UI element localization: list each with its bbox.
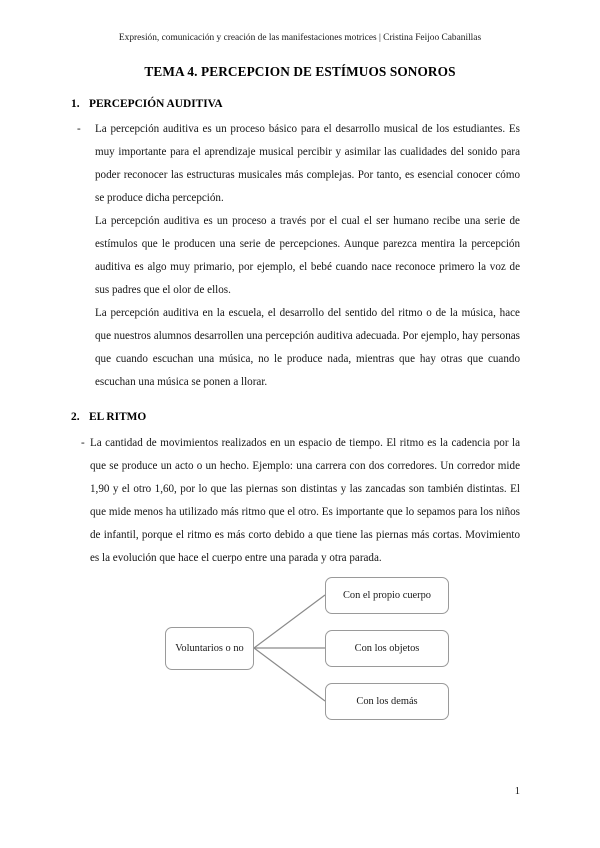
section-title-2: EL RITMO	[89, 411, 147, 423]
diagram-node-branch-1: Con el propio cuerpo	[325, 577, 449, 614]
page-number: 1	[514, 786, 520, 797]
paragraph-1-3: La percepción auditiva en la escuela, el desarrollo del sentido del ritmo o de la música, hace que nuestros alumnos desarrollen una percepción auditiva adecuada. Por ejemplo, hay personas que cuando escuchan una música, no le produce nada, mientras que hay otras que cuando escuchan una música se ponen a llorar.	[95, 307, 520, 388]
paragraph-1-1: La percepción auditiva es un proceso básico para el desarrollo musical de los estudiantes. Es muy importante para el aprendizaje musical percibir y asimilar las cualidades del sonido para poder reconocer las estructuras musicales más complejas. Por tanto, es esencial conocer cómo se produce dicha percepción.	[95, 123, 520, 204]
page-title: TEMA 4. PERCEPCION DE ESTÍMUOS SONOROS	[144, 64, 456, 79]
bullet-marker-section-1: -	[77, 123, 81, 135]
concept-diagram	[150, 565, 470, 735]
diagram-node-root: Voluntarios o no	[165, 627, 254, 670]
connector-line-1	[254, 595, 325, 648]
diagram-node-branch-3: Con los demás	[325, 683, 449, 720]
connector-line-3	[254, 648, 325, 701]
section-heading-1	[71, 98, 521, 110]
diagram-node-branch-2: Con los objetos	[325, 630, 449, 667]
bullet-marker-section-2: -	[81, 437, 85, 449]
section-heading-2	[71, 411, 521, 423]
section-number-2: 2.	[71, 411, 80, 423]
section-title-1: PERCEPCIÓN AUDITIVA	[89, 98, 223, 110]
section-number-1: 1.	[71, 98, 80, 110]
page-header: Expresión, comunicación y creación de las manifestaciones motrices | Cristina Feijoo Cabanillas	[118, 33, 482, 43]
paragraph-2-1: La cantidad de movimientos realizados en un espacio de tiempo. El ritmo es la cadencia por la que se produce un acto o un hecho. Ejemplo: una carrera con dos corredores. Un corredor mide 1,90 y el otro 1,60, por lo que las piernas son distintas y las zancadas son también distintas. El que mide menos ha utilizado más ritmo que el otro. Es importante que lo sepamos para los niños de infantil, porque el ritmo es más corto debido a que tiene las piernas más cortas. Movimiento es la evolución que hace el cuerpo entre una parada y otra parada.	[90, 437, 520, 564]
paragraph-1-2: La percepción auditiva es un proceso a través por el cual el ser humano recibe una serie de estímulos que le producen una serie de percepciones. Aunque parezca mentira la percepción auditiva es algo muy primario, por ejemplo, el bebé cuando nace reconoce primero la voz de sus padres que el olor de ellos.	[95, 215, 520, 296]
